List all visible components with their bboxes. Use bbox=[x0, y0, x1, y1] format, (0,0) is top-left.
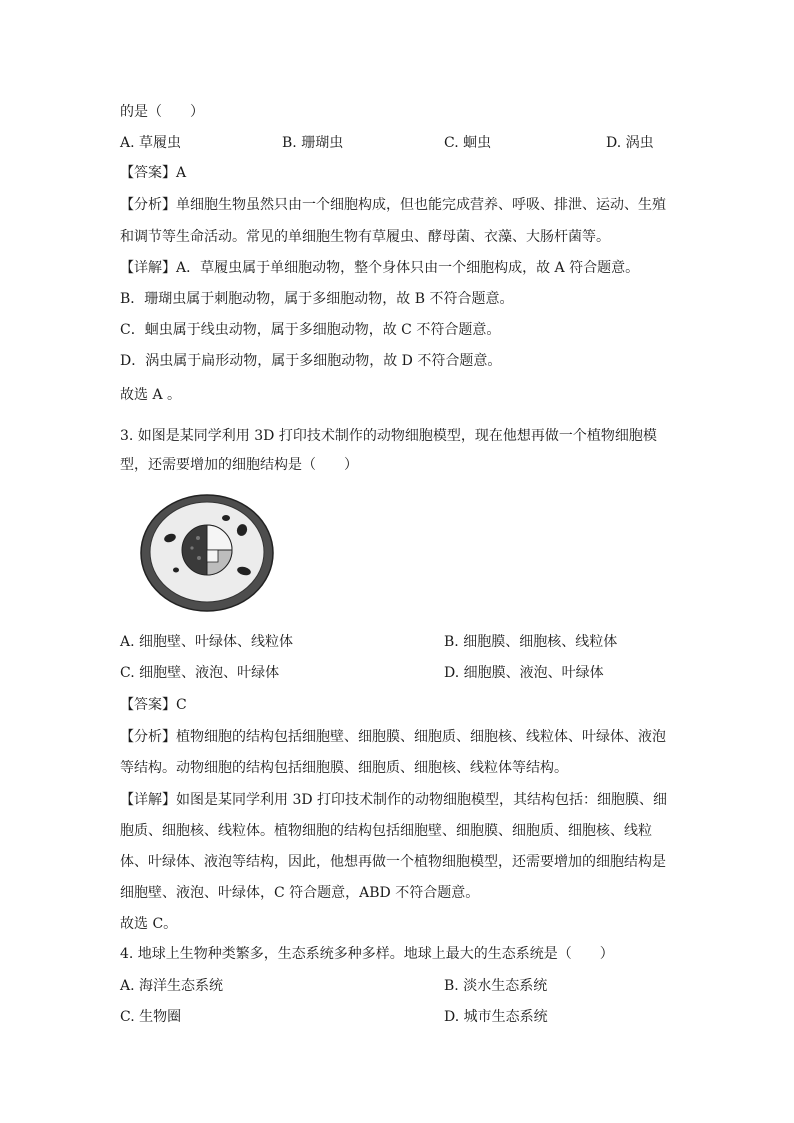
q3-option-a: A. 细胞壁、叶绿体、线粒体 bbox=[120, 634, 294, 650]
q2-option-c: C. 蛔虫 bbox=[444, 135, 492, 151]
q3-option-c: C. 细胞壁、液泡、叶绿体 bbox=[120, 665, 280, 681]
q4-option-b: B. 淡水生态系统 bbox=[444, 978, 548, 994]
q3-option-b: B. 细胞膜、细胞核、线粒体 bbox=[444, 634, 618, 650]
q2-conclusion: 故选 A 。 bbox=[120, 387, 182, 403]
q4-option-d: D. 城市生态系统 bbox=[444, 1009, 548, 1025]
q3-detail-line-3: 体、叶绿体、液泡等结构，因此，他想再做一个植物细胞模型，还需要增加的细胞结构是 bbox=[120, 854, 666, 870]
q3-analysis-line-1: 【分析】植物细胞的结构包括细胞壁、细胞膜、细胞质、细胞核、线粒体、叶绿体、液泡 bbox=[120, 729, 666, 745]
q3-analysis-line-2: 等结构。动物细胞的结构包括细胞膜、细胞质、细胞核、线粒体等结构。 bbox=[120, 760, 568, 776]
q2-detail-line-1: 【详解】A．草履虫属于单细胞动物，整个身体只由一个细胞构成，故 A 符合题意。 bbox=[120, 260, 640, 276]
q3-stem-line-1: 3. 如图是某同学利用 3D 打印技术制作的动物细胞模型，现在他想再做一个植物细胞模 bbox=[120, 428, 657, 444]
q3-detail-line-2: 胞质、细胞核、线粒体。植物细胞的结构包括细胞壁、细胞膜、细胞质、细胞核、线粒 bbox=[120, 823, 652, 839]
q2-option-a: A. 草履虫 bbox=[120, 135, 182, 151]
q4-option-c: C. 生物圈 bbox=[120, 1009, 182, 1025]
q3-option-d: D. 细胞膜、液泡、叶绿体 bbox=[444, 665, 604, 681]
q2-option-b: B. 珊瑚虫 bbox=[282, 135, 344, 151]
q3-detail-line-1: 【详解】如图是某同学利用 3D 打印技术制作的动物细胞模型，其结构包括：细胞膜、细 bbox=[120, 792, 668, 808]
q3-detail-line-4: 细胞壁、液泡、叶绿体，C 符合题意，ABD 不符合题意。 bbox=[120, 885, 480, 901]
animal-cell-model-image bbox=[138, 490, 278, 615]
q2-detail-line-2: B．珊瑚虫属于刺胞动物，属于多细胞动物，故 B 不符合题意。 bbox=[120, 291, 514, 307]
q4-option-a: A. 海洋生态系统 bbox=[120, 978, 224, 994]
q2-answer: 【答案】A bbox=[120, 165, 187, 181]
q2-stem-tail: 的是（ ） bbox=[120, 104, 204, 120]
q2-option-d: D. 涡虫 bbox=[606, 135, 654, 151]
q2-analysis-line-2: 和调节等生命活动。常见的单细胞生物有草履虫、酵母菌、衣藻、大肠杆菌等。 bbox=[120, 229, 610, 245]
q2-detail-line-4: D．涡虫属于扁形动物，属于多细胞动物，故 D 不符合题意。 bbox=[120, 353, 502, 369]
animal-cell-model-drawing bbox=[138, 490, 278, 615]
q3-answer: 【答案】C bbox=[120, 697, 187, 713]
q2-analysis-line-1: 【分析】单细胞生物虽然只由一个细胞构成，但也能完成营养、呼吸、排泄、运动、生殖 bbox=[120, 197, 666, 213]
q3-stem-line-2: 型，还需要增加的细胞结构是（ ） bbox=[120, 457, 358, 473]
q3-conclusion: 故选 C。 bbox=[120, 916, 178, 932]
q2-detail-line-3: C．蛔虫属于线虫动物，属于多细胞动物，故 C 不符合题意。 bbox=[120, 322, 501, 338]
q4-stem: 4. 地球上生物种类繁多，生态系统多种多样。地球上最大的生态系统是（ ） bbox=[120, 946, 614, 962]
